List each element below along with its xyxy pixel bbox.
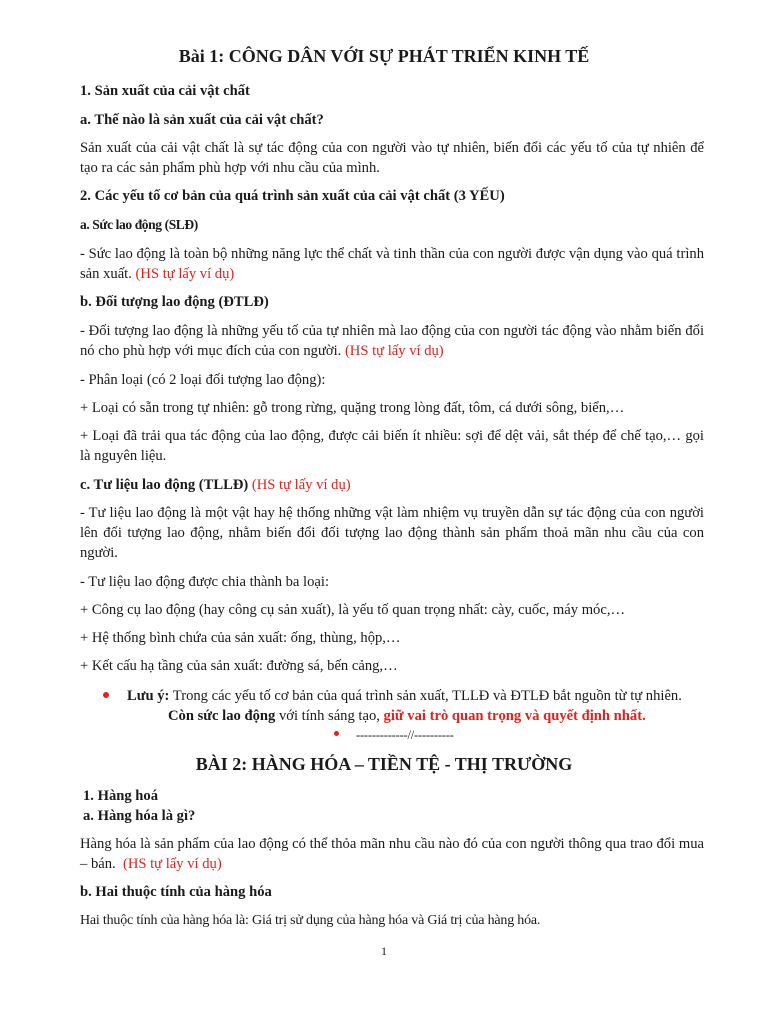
paragraph-8: - Tư liệu lao động được chia thành ba loại: [80,574,329,590]
bullet-icon [334,731,339,736]
paragraph-12: Hàng hóa là sản phẩm của lao động có thể thỏa mãn nhu cầu nào đó của con người thông qua trao đổi mua – bán. (HS tự lấy ví dụ) [80,836,704,872]
heading-3b: b. Hai thuộc tính của hàng hóa [80,884,272,900]
separator: -------------//---------- [356,728,454,742]
paragraph-9: + Công cụ lao động (hay công cụ sản xuất), là yếu tố quan trọng nhất: cày, cuốc, máy móc,… [80,602,626,618]
heading-2: 2. Các yếu tố cơ bản của quá trình sản xuất của cải vật chất (3 YẾU) [80,188,505,204]
paragraph-2: - Sức lao động là toàn bộ những năng lực thể chất và tinh thần của con người được vận dụng vào quá trình sản xuất. (HS tự lấy ví dụ) [80,246,704,282]
lesson2-title: BÀI 2: HÀNG HÓA – TIỀN TỆ - THỊ TRƯỜNG [195,754,573,774]
heading-2a: a. Sức lao động (SLĐ) [80,217,198,232]
bullet-icon [103,692,109,698]
page-number: 1 [381,944,387,958]
paragraph-13: Hai thuộc tính của hàng hóa là: Giá trị sử dụng của hàng hóa và Giá trị của hàng hóa. [80,913,541,928]
example-note: (HS tự lấy ví dụ) [122,856,222,872]
note-line-1: Lưu ý: Trong các yếu tố cơ bản của quá trình sản xuất, TLLĐ và ĐTLĐ bắt nguồn từ tự nhiên. [127,688,682,704]
paragraph-11: + Kết cấu hạ tầng của sản xuất: đường sá, bến cảng,… [80,658,398,674]
paragraph-7: - Tư liệu lao động là một vật hay hệ thống những vật làm nhiệm vụ truyền dẫn sự tác động của con người lên đối tượng lao động, nhằm biến đổi đối tượng lao động thành sản phẩm thoả mãn nhu cầu của con người. [80,505,704,561]
paragraph-10: + Hệ thống bình chứa của sản xuất: ống, thùng, hộp,… [80,630,401,646]
example-note: (HS tự lấy ví dụ) [251,477,351,493]
note-line-2: Còn sức lao động với tính sáng tạo, giữ vai trò quan trọng và quyết định nhất. [168,708,646,724]
example-note: (HS tự lấy ví dụ) [344,343,444,359]
example-note: (HS tự lấy ví dụ) [135,266,235,282]
heading-1: 1. Sản xuất của cải vật chất [80,83,250,99]
paragraph-1: Sản xuất của cải vật chất là sự tác động của con người vào tự nhiên, biến đổi các yếu tố của tự nhiên để tạo ra các sản phẩm phù hợp với nhu cầu của mình. [80,140,704,176]
paragraph-5: + Loại có sẵn trong tự nhiên: gỗ trong rừng, quặng trong lòng đất, tôm, cá dưới sông, biển,… [80,400,625,416]
heading-3: 1. Hàng hoá [83,788,159,804]
paragraph-6: + Loại đã trải qua tác động của lao động, được cải biến ít nhiều: sợi để dệt vải, sắt thép để chế tạo,… gọi là nguyên liệu. [80,428,704,464]
heading-2c-line [80,475,704,495]
paragraph-4: - Phân loại (có 2 loại đối tượng lao động): [80,372,326,388]
heading-2c: c. Tư liệu lao động (TLLĐ) [80,477,249,493]
note-label: Lưu ý: [127,688,170,704]
heading-3a: a. Hàng hóa là gì? [83,808,196,824]
heading-2b: b. Đối tượng lao động (ĐTLĐ) [80,294,269,310]
heading-1a: a. Thế nào là sản xuất của cải vật chất? [80,112,324,128]
lesson1-title: Bài 1: CÔNG DÂN VỚI SỰ PHÁT TRIỂN KINH TẾ [178,46,590,66]
paragraph-3: - Đối tượng lao động là những yếu tố của tự nhiên mà lao động của con người tác động vào nhằm biến đổi nó cho phù hợp với mục đích của con người. (HS tự lấy ví dụ) [80,323,704,359]
